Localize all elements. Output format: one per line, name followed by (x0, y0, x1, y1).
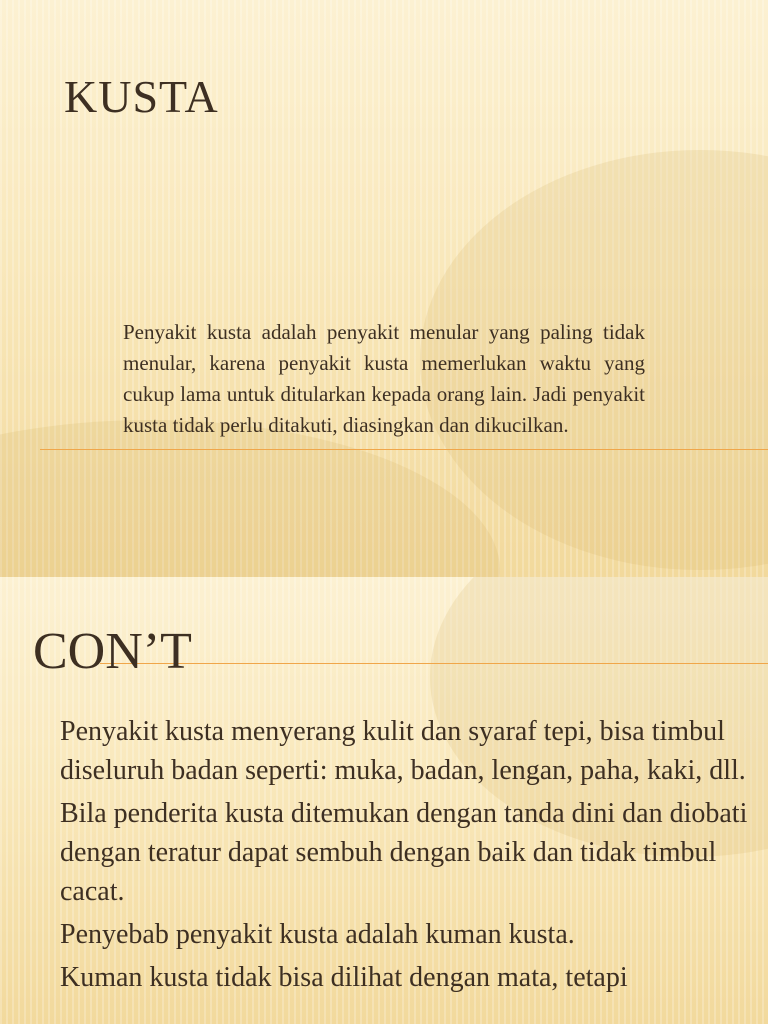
list-item: Penyakit kusta menyerang kulit dan syaraf tepi, bisa timbul diseluruh badan seperti: muka, badan, lengan, paha, kaki, dll. (60, 716, 746, 786)
bullet-list (60, 712, 760, 1001)
accent-line (40, 449, 768, 450)
background-swirl (0, 420, 500, 577)
accent-line (100, 663, 768, 664)
list-item: Kuman kusta tidak bisa dilihat dengan mata, tetapi (60, 962, 628, 993)
slide-title: KUSTA (64, 71, 219, 122)
slide-title: CON’T (33, 623, 192, 680)
slide-body-text: Penyakit kusta adalah penyakit menular yang paling tidak menular, karena penyakit kusta memerlukan waktu yang cukup lama untuk ditularkan kepada orang lain. Jadi penyakit kusta tidak perlu ditakuti, diasingkan dan dikucilkan. (123, 320, 645, 437)
list-item: Bila penderita kusta ditemukan dengan tanda dini dan diobati dengan teratur dapat sembuh dengan baik dan tidak timbul cacat. (60, 798, 748, 907)
list-item: Penyebab penyakit kusta adalah kuman kusta. (60, 919, 575, 950)
